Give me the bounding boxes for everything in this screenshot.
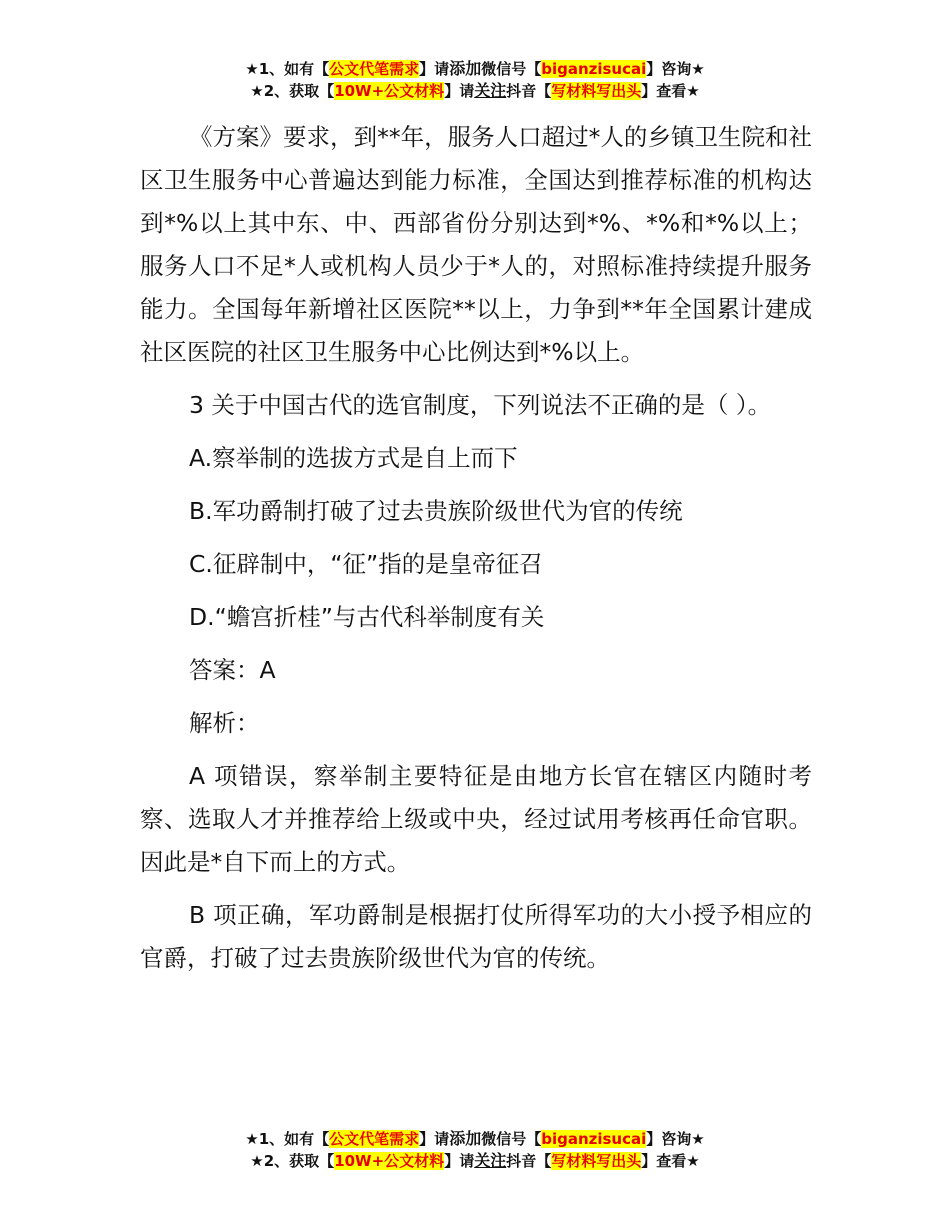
analysis-option-b: B 项正确，军功爵制是根据打仗所得军功的大小授予相应的官爵，打破了过去贵族阶级世代为官的传统。 bbox=[140, 901, 812, 972]
option-d: D.“蟾宫折桂”与古代科举制度有关 bbox=[189, 603, 545, 631]
footer-line-2-mid2: 抖音【 bbox=[506, 1152, 552, 1170]
header-banner bbox=[0, 58, 950, 102]
footer-line-1-highlight-service: 公文代笔需求 bbox=[329, 1130, 420, 1148]
document-body bbox=[140, 116, 812, 990]
header-line-2-highlight-materials: 10W+公文材料 bbox=[334, 82, 445, 100]
option-c: C.征辟制中，“征”指的是皇帝征召 bbox=[189, 550, 543, 578]
footer-line-2-highlight-materials: 10W+公文材料 bbox=[334, 1152, 445, 1170]
footer-line-1-suffix: 】咨询★ bbox=[646, 1130, 705, 1148]
paragraph-policy-summary: 《方案》要求，到**年，服务人口超过*人的乡镇卫生院和社区卫生服务中心普遍达到能力标准，全国达到推荐标准的机构达到*%以上其中东、中、西部省份分别达到*%、*%和*%以上；服务人口不足*人或机构人员少于*人的，对照标准持续提升服务能力。全国每年新增社区医院**以上，力争到**年全国累计建成社区医院的社区卫生服务中心比例达到*%以上。 bbox=[140, 123, 812, 366]
answer-line: 答案：A bbox=[189, 656, 276, 684]
header-line-2-suffix: 】查看★ bbox=[641, 82, 700, 100]
footer-line-1-mid: 】请 bbox=[419, 1130, 450, 1148]
footer-banner bbox=[0, 1128, 950, 1172]
header-line-1-emph: 添加 bbox=[449, 59, 482, 78]
option-b: B.军功爵制打破了过去贵族阶级世代为官的传统 bbox=[189, 497, 683, 525]
header-line-2-mid: 】请 bbox=[444, 82, 475, 100]
footer-line-2-emph: 关注 bbox=[474, 1151, 507, 1170]
footer-line-1-highlight-wechat: biganzisucai bbox=[541, 1130, 647, 1148]
header-line-1-prefix: ★1、如有【 bbox=[245, 60, 330, 78]
analysis-heading: 解析： bbox=[189, 709, 260, 737]
footer-line-2-highlight-douyin: 写材料写出头 bbox=[551, 1152, 642, 1170]
header-line-1-mid: 】请 bbox=[419, 60, 450, 78]
footer-line-2-prefix: ★2、获取【 bbox=[250, 1152, 335, 1170]
header-line-2-highlight-douyin: 写材料写出头 bbox=[551, 82, 642, 100]
footer-line-1-mid2: 微信号【 bbox=[481, 1130, 542, 1148]
footer-line-1-emph: 添加 bbox=[449, 1129, 482, 1148]
footer-line-1 bbox=[0, 1128, 950, 1150]
header-line-1-highlight-wechat: biganzisucai bbox=[541, 60, 647, 78]
footer-line-2-mid: 】请 bbox=[444, 1152, 475, 1170]
header-line-1 bbox=[0, 58, 950, 80]
header-line-1-mid2: 微信号【 bbox=[481, 60, 542, 78]
header-line-2-prefix: ★2、获取【 bbox=[250, 82, 335, 100]
analysis-option-a: A 项错误，察举制主要特征是由地方长官在辖区内随时考察、选取人才并推荐给上级或中央，经过试用考核再任命官职。因此是*自下而上的方式。 bbox=[140, 762, 812, 876]
option-a: A.察举制的选拔方式是自上而下 bbox=[189, 444, 518, 472]
header-line-2-mid2: 抖音【 bbox=[506, 82, 552, 100]
question-stem: 3 关于中国古代的选官制度，下列说法不正确的是（ ）。 bbox=[189, 391, 772, 419]
header-line-1-highlight-service: 公文代笔需求 bbox=[329, 60, 420, 78]
footer-line-2 bbox=[0, 1150, 950, 1172]
header-line-2 bbox=[0, 80, 950, 102]
header-line-1-suffix: 】咨询★ bbox=[646, 60, 705, 78]
header-line-2-emph: 关注 bbox=[474, 81, 507, 100]
footer-line-1-prefix: ★1、如有【 bbox=[245, 1130, 330, 1148]
footer-line-2-suffix: 】查看★ bbox=[641, 1152, 700, 1170]
